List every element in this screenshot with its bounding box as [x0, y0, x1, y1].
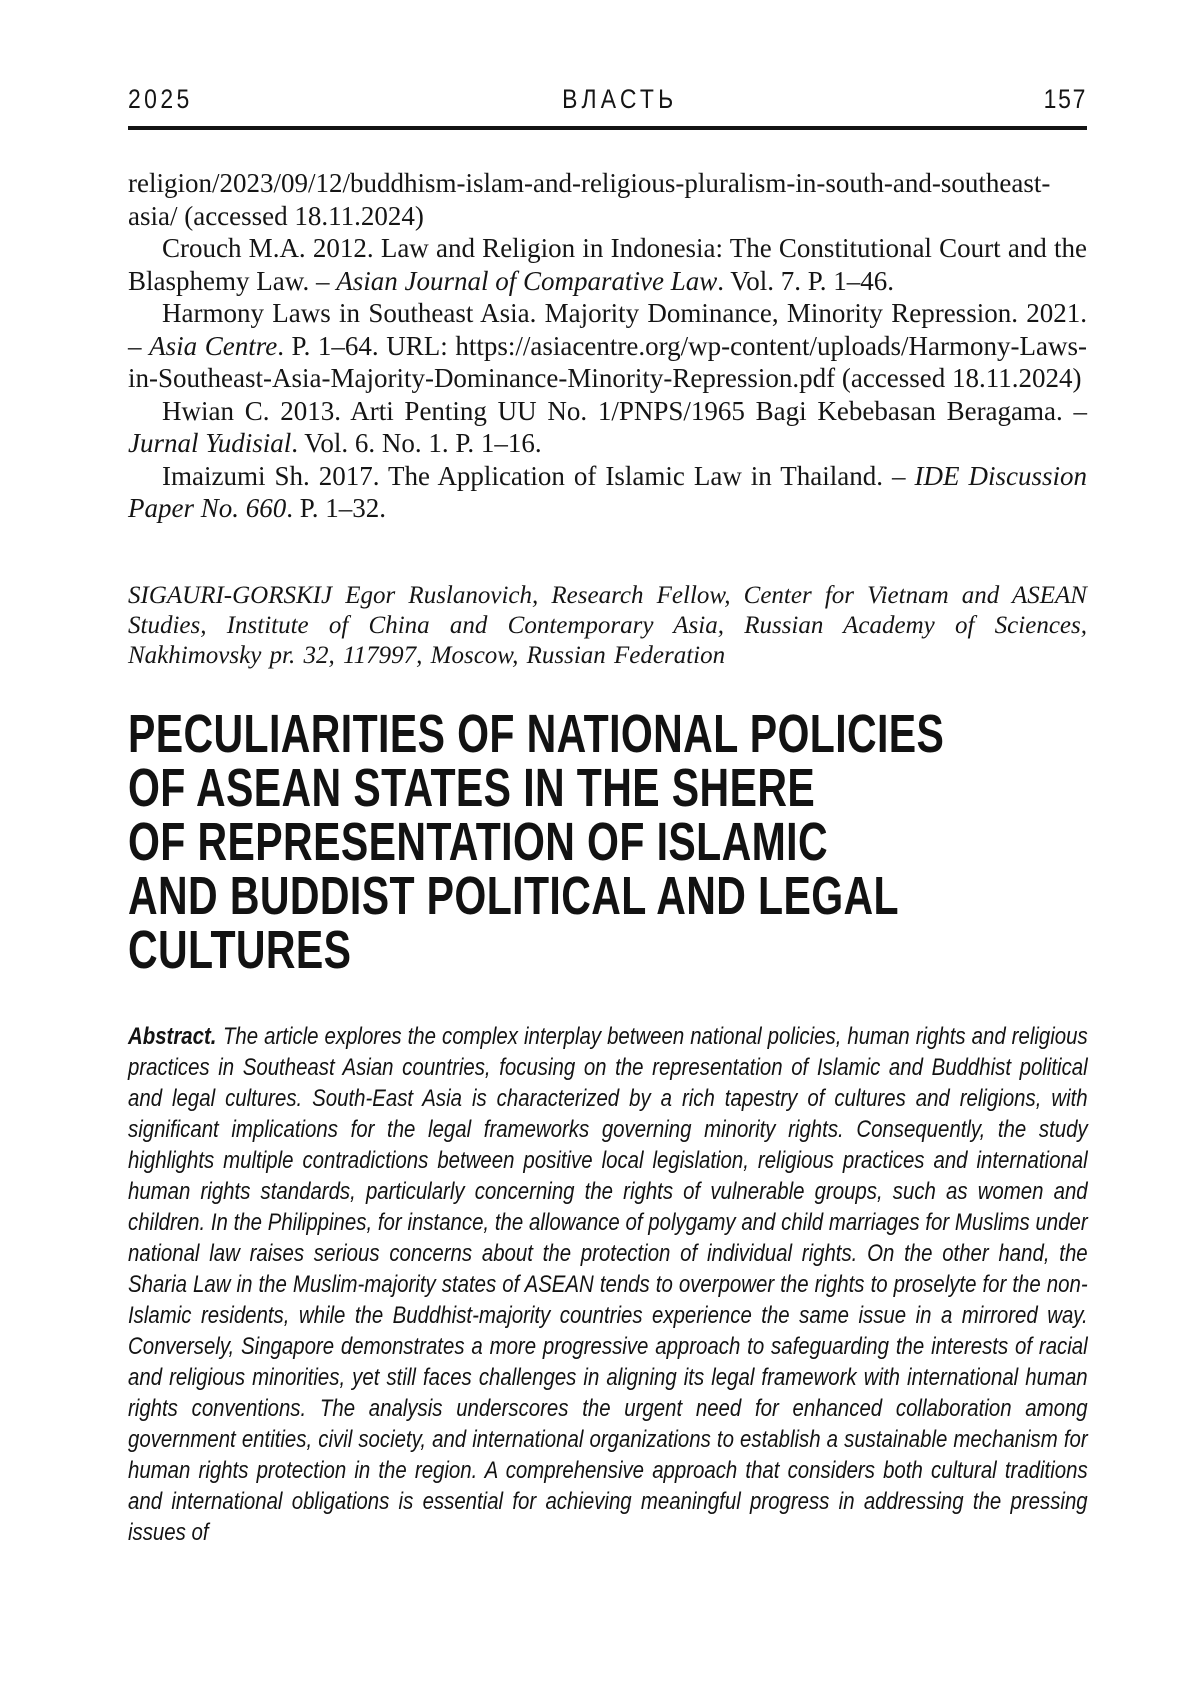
abstract-paragraph [128, 1021, 1088, 1548]
reference-text: . P. 1–64. URL: https://asiacentre.org/wp-content/uploads/Harmony-Laws-in-Southeast-Asia-Majority-Dominance-Minority-Repression.pdf (accessed 18.11.2024) [128, 330, 1087, 393]
abstract-section [128, 1021, 1088, 1548]
title-line: AND BUDDIST POLITICAL AND LEGAL [128, 865, 900, 926]
reference-source-italic: Asian Journal of Comparative Law [336, 265, 718, 296]
reference-item [128, 232, 1087, 297]
reference-text: . P. 1–32. [286, 493, 387, 523]
reference-source-italic: Jurnal Yudisial [128, 428, 292, 458]
header-page-number: 157 [1043, 84, 1087, 114]
abstract-text: The article explores the complex interplay between national policies, human rights and religious practices in Southeast Asian countries, focusing on the representation of Islamic and Buddhist political and legal cultures. South-East Asia is characterized by a rich tapestry of cultures and religions, with significant implications for the legal frameworks governing minority rights. Consequently, the study highlights multiple contradictions between positive local legislation, religious practices and international human rights standards, particularly concerning the rights of vulnerable groups, such as women and children. In the Philippines, for instance, the allowance of polygamy and child marriages for Muslims under national law raises serious concerns about the protection of individual rights. On the other hand, the Sharia Law in the Muslim-majority states of ASEAN tends to overpower the rights to proselyte for the non-Islamic residents, while the Buddhist-majority countries experience the same issue in a mirrored way. Conversely, Singapore demonstrates a more progressive approach to safeguarding the interests of racial and religious minorities, yet still faces challenges in aligning its legal framework with international human rights conventions. The analysis underscores the urgent need for enhanced collaboration among government entities, civil society, and international organizations to establish a sustainable mechanism for human rights protection in the region. A comprehensive approach that considers both cultural traditions and international obligations is essential for achieving meaningful progress in addressing the pressing issues of [128, 1022, 1088, 1546]
header-year: 2025 [128, 84, 193, 114]
reference-text: Crouch M.A. 2012. Law and Religion in Indonesia: The Constitutional Court and the Blasphemy Law. – [128, 233, 1087, 296]
references-section [128, 167, 1087, 525]
reference-text: . Vol. 7. P. 1–46. [717, 265, 895, 296]
title-line: OF ASEAN STATES IN THE SHERE [128, 757, 816, 818]
reference-item [128, 395, 1087, 460]
reference-text: Harmony Laws in Southeast Asia. Majority Dominance, Minority Repression. 2021. – [128, 298, 1087, 361]
reference-item [128, 167, 1087, 232]
abstract-label: Abstract. [128, 1022, 217, 1050]
reference-text: . Vol. 6. No. 1. P. 1–16. [291, 428, 542, 458]
page-header [128, 84, 1087, 114]
title-line: CULTURES [128, 919, 352, 980]
header-rule [128, 126, 1087, 130]
title-line: OF REPRESENTATION OF ISLAMIC [128, 811, 828, 872]
reference-text: Imaizumi Sh. 2017. The Application of Islamic Law in Thailand. – [162, 460, 915, 491]
reference-text: Hwian C. 2013. Arti Penting UU No. 1/PNPS/1965 Bagi Kebebasan Beragama. – [162, 395, 1087, 426]
header-journal-title: ВЛАСТЬ [562, 84, 678, 114]
author-info: SIGAURI-GORSKIJ Egor Ruslanovich, Research Fellow, Center for Vietnam and ASEAN Studies, Institute of China and Contemporary Asia, Russian Academy of Sciences, Nakhimovsky pr. 32, 117997, Moscow, Russian Federation [128, 581, 1087, 669]
reference-source-italic: Asia Centre [149, 330, 278, 361]
reference-text: religion/2023/09/12/buddhism-islam-and-religious-pluralism-in-south-and-southeast-asia/ (accessed 18.11.2024) [128, 168, 1051, 231]
reference-source-italic: IDE Discussion Paper No. 660 [128, 460, 1087, 523]
article-title [128, 703, 1087, 980]
reference-item [128, 297, 1087, 395]
reference-item [128, 460, 1087, 525]
title-line: PECULIARITIES OF NATIONAL POLICIES [128, 703, 945, 764]
